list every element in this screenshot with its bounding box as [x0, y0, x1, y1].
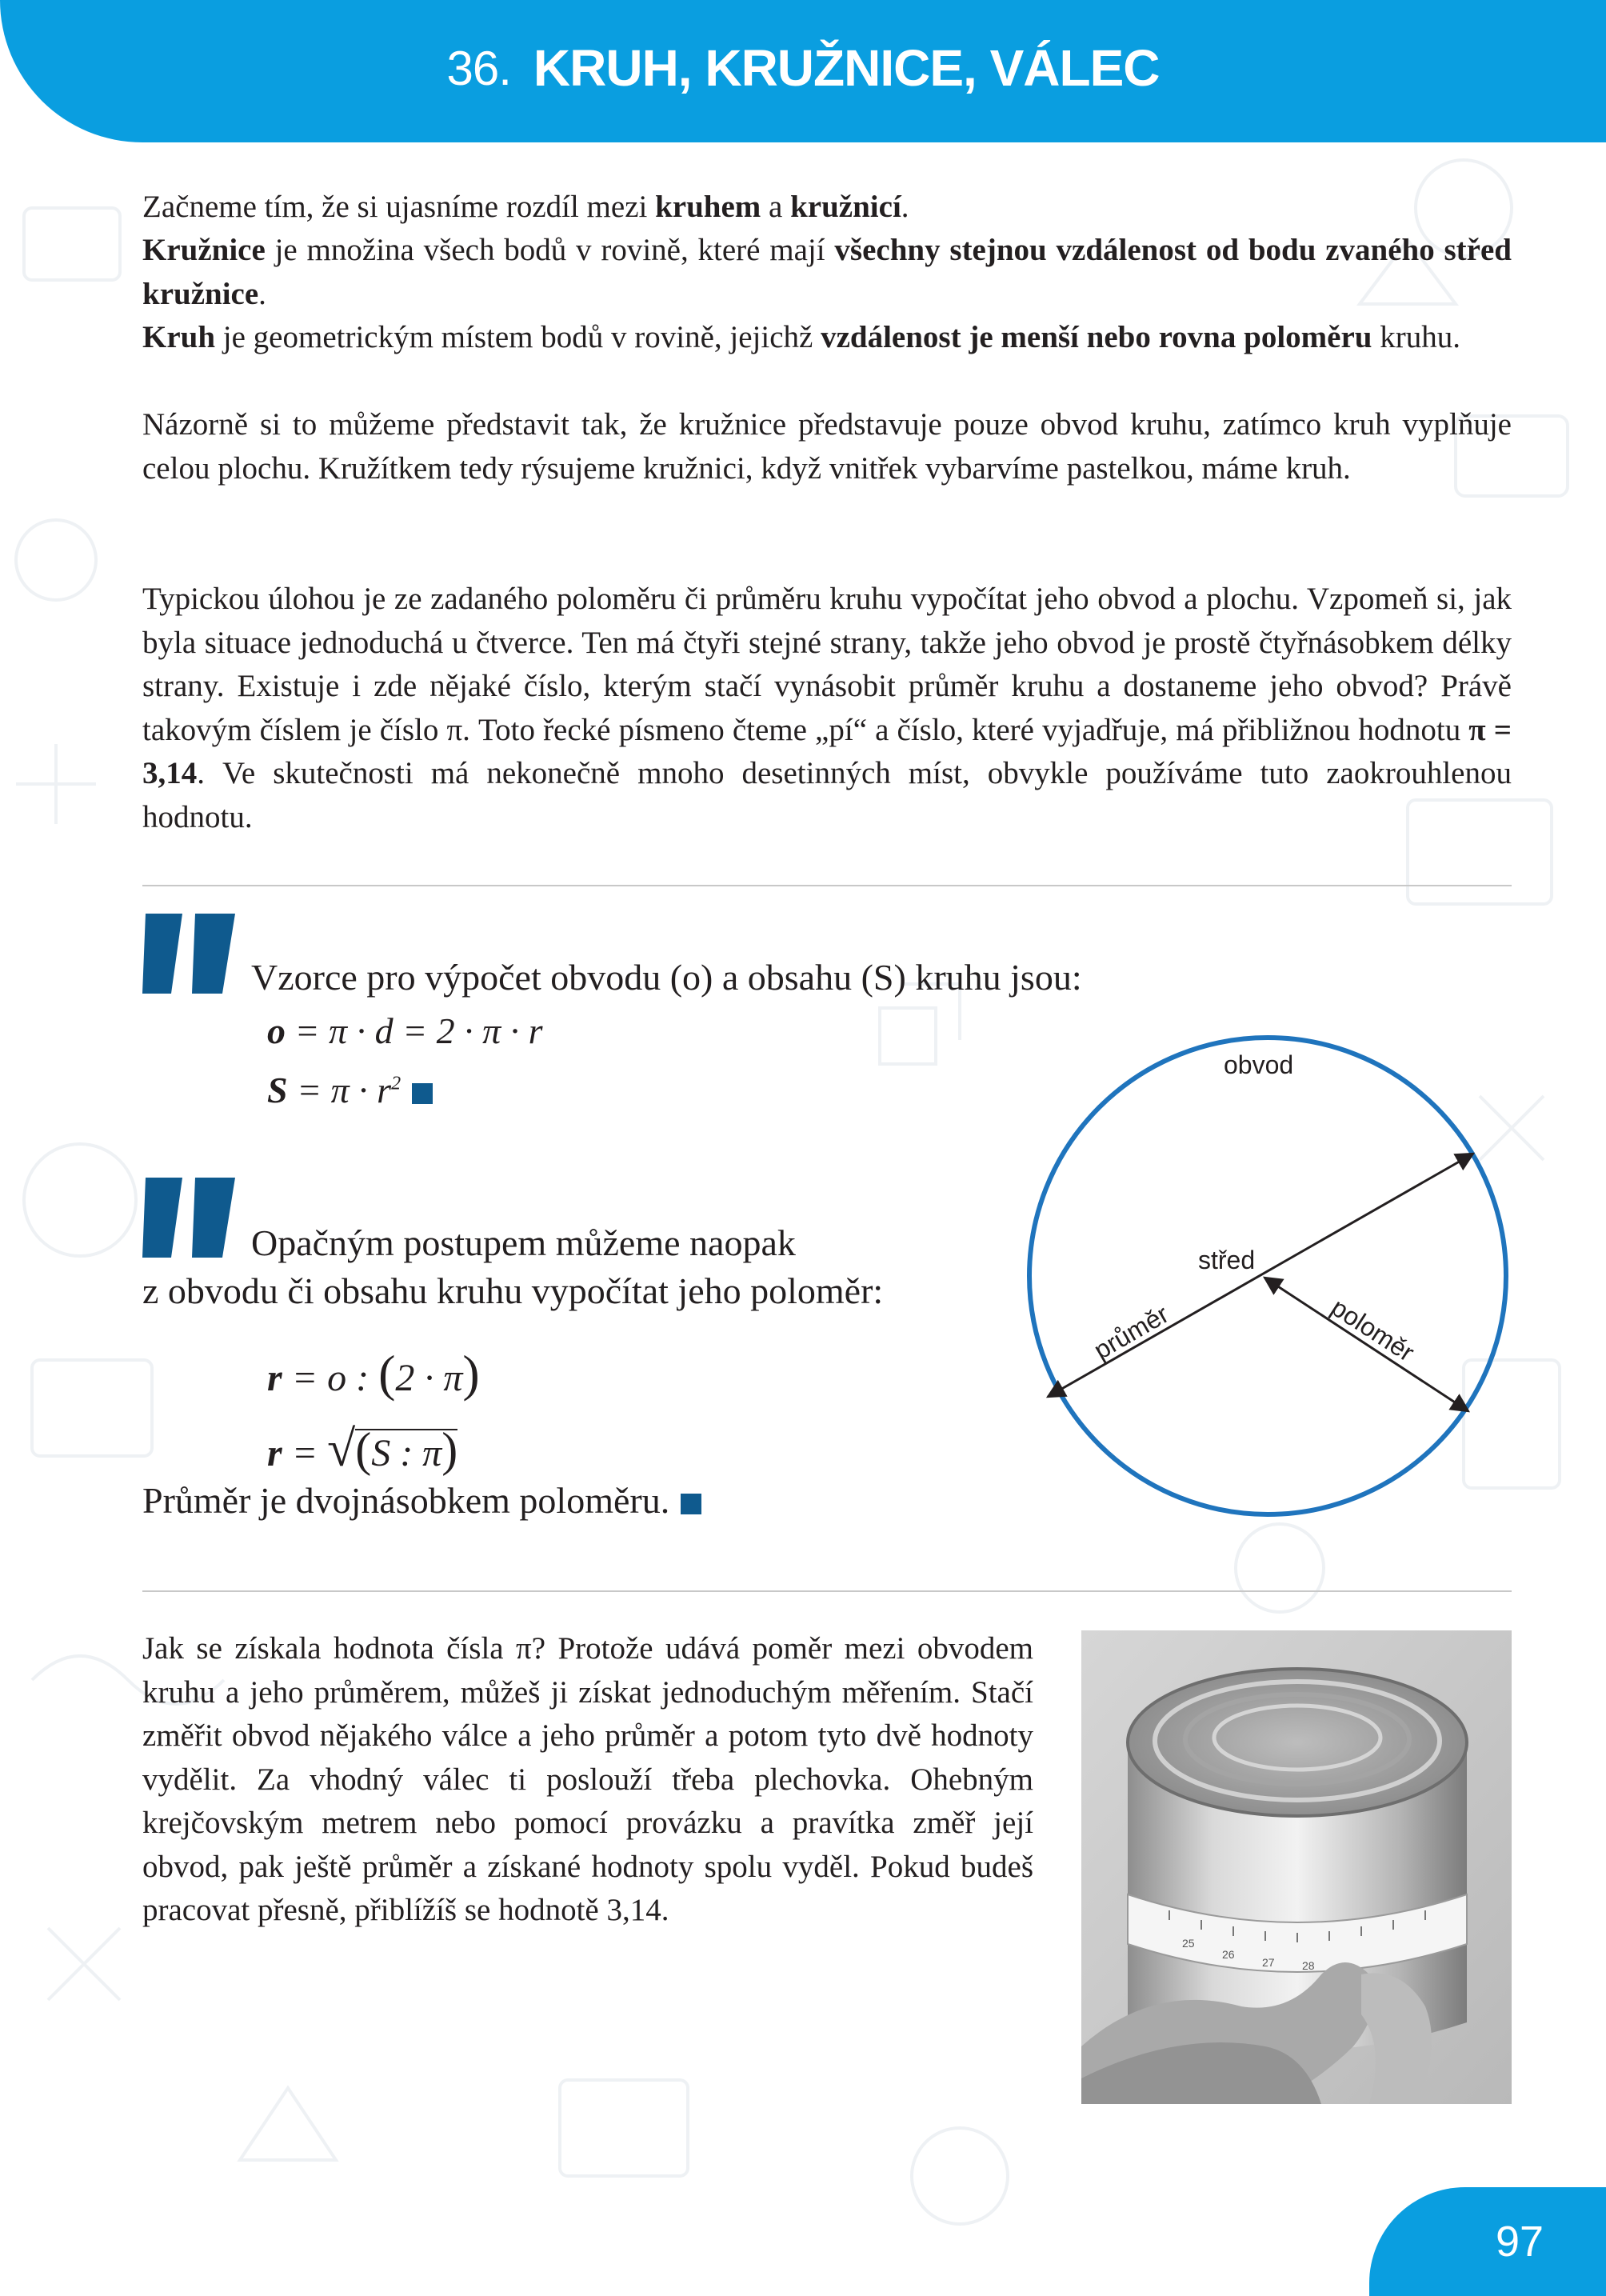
intro-paragraph-4 [142, 403, 1512, 490]
circle-diagram [1016, 1024, 1520, 1528]
text-run: Názorně si to můžeme představit tak, že kružnice představuje pouze obvod kruhu, zatímco kruh vyplňuje celou plochu. Kružítkem tedy rýsujeme kružnici, když vnitřek vybarvíme pastelkou, máme kruh. [142, 407, 1512, 486]
text-run: . Ve skutečnosti má nekonečně mnoho desetinných míst, obvykle používáme tuto zaokrouhlenou hodnotu. [142, 756, 1512, 834]
text-run: kruhu. [1372, 320, 1460, 354]
text-run: . [258, 276, 266, 311]
text-run: je množina všech bodů v rovině, které mají [265, 233, 835, 267]
label-radius: poloměr [1326, 1292, 1420, 1367]
ruler-mark: 27 [1262, 1956, 1275, 1969]
circle-outline [1029, 1038, 1506, 1514]
ruler-mark: 25 [1182, 1937, 1195, 1950]
intro-paragraph-2 [142, 229, 1512, 316]
label-center: střed [1198, 1246, 1256, 1274]
diameter-note: Průměr je dvojnásobkem poloměru. [142, 1477, 701, 1525]
radius-line [1264, 1278, 1468, 1411]
bold-text-run: všechny stejnou vzdálenost od bodu zvaného střed kružnice [142, 233, 1512, 311]
quote-mark-icon [142, 1178, 238, 1258]
bold-text-run: Kruh [142, 320, 216, 354]
text-run: Typickou úlohou je ze zadaného poloměru či průměru kruhu vypočítat jeho obvod a plochu. Vzpomeň si, jak byla situace jednoduchá u čtverce. Ten má čtyři stejné strany, takže jeho obvod je prostě čtyřnásobkem délky strany. Existuje i zde nějaké číslo, kterým stačí vynásobit průměr kruhu a dostaneme jeho obvod? Právě takovým číslem je číslo π. Toto řecké písmeno čteme „pí“ a číslo, které vyjadřuje, má přibližnou hodnotu [142, 582, 1512, 747]
bold-text-run: π = 3,14 [142, 712, 1512, 790]
measurement-paragraph: Jak se získala hodnota čísla π? Protože udává poměr mezi obvodem kruhu a jeho průměrem, můžeš ji získat jednoduchým měřením. Stačí změřit obvod nějakého válce a jeho průměr a potom tyto dvě hodnoty vydělit. Za vhodný válec ti poslouží třeba plechovka. Ohebným krejčovským metrem nebo pomocí provázku a pravítka změř její obvod, pak ještě průměr a získané hodnoty spolu vyděl. Pokud budeš pracovat přesně, přiblížíš se hodnotě 3,14. [142, 1631, 1033, 1927]
label-diameter: průměr [1089, 1299, 1174, 1366]
chapter-title: KRUH, KRUŽNICE, VÁLEC [533, 39, 1160, 97]
diameter-line [1048, 1154, 1473, 1397]
text-run: . [901, 190, 909, 224]
can-measurement-photo [1081, 1630, 1512, 2104]
text-run: a [761, 190, 791, 224]
chapter-header [0, 0, 1606, 136]
end-square-icon [412, 1083, 433, 1104]
page-number: 97 [1495, 2218, 1544, 2266]
ruler-mark: 28 [1302, 1959, 1315, 1972]
pi-paragraph [142, 578, 1512, 839]
label-circumference: obvod [1224, 1050, 1294, 1079]
bold-text-run: vzdálenost je menší nebo rovna poloměru [821, 320, 1372, 354]
ruler-mark: 26 [1222, 1948, 1235, 1961]
text-run: Začneme tím, že si ujasníme rozdíl mezi [142, 190, 656, 224]
text-run: je geometrickým místem bodů v rovině, jejichž [215, 320, 821, 354]
bold-text-run: kruhem [655, 190, 761, 224]
chapter-number: 36. [446, 41, 511, 95]
divider-top [142, 885, 1512, 886]
quote-mark-icon [142, 914, 238, 994]
formula-circumference: o = π · d = 2 · π · r [267, 1010, 543, 1051]
intro-paragraph-1 [142, 186, 1512, 230]
formula-radius-from-area: r = √(S : π) [267, 1420, 458, 1477]
formula-heading-2-line1: Opačným postupem můžeme naopak [251, 1222, 796, 1263]
bold-text-run: kružnicí [790, 190, 901, 224]
formula-heading-1: Vzorce pro výpočet obvodu (o) a obsahu (S) kruhu jsou: [251, 957, 1082, 998]
bold-text-run: Kružnice [142, 233, 266, 267]
formula-radius-from-circumference: r = o : (2 · π) [267, 1345, 480, 1402]
divider-bottom [142, 1590, 1512, 1592]
intro-paragraph-3 [142, 316, 1512, 360]
end-square-icon [681, 1494, 701, 1514]
formula-heading-2-line2: z obvodu či obsahu kruhu vypočítat jeho poloměr: [142, 1270, 884, 1311]
formula-area: $S = \pi \cdot r^2$ [267, 1069, 433, 1111]
